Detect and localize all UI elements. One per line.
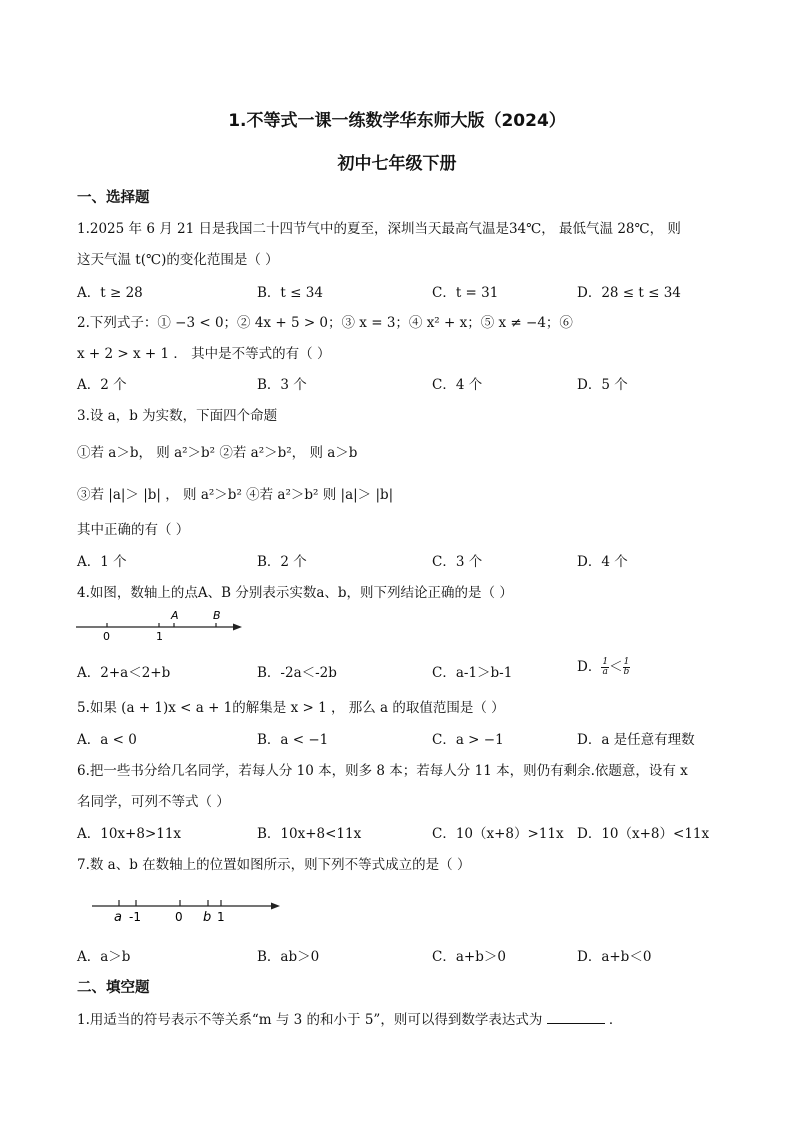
q4-option-d-rel: ＜ <box>609 659 623 675</box>
q6-option-c: C．10（x+8）>11x <box>432 826 564 842</box>
q6-option-a: A．10x+8>11x <box>77 826 182 842</box>
q5-option-b: B．a < −1 <box>257 732 329 748</box>
q3-option-a: A．1 个 <box>77 554 127 570</box>
q6-option-b: B．10x+8<11x <box>257 826 362 842</box>
fill1-line <box>77 1008 622 1028</box>
q3-line3: ③若 |a|＞ |b| ， 则 a²＞b² ④若 a²＞b² 则 |a|＞ |b| <box>77 487 394 503</box>
fill1-answer-blank[interactable] <box>547 1011 605 1024</box>
q3-option-b: B．2 个 <box>257 554 307 570</box>
q4-option-b: B．-2a＜-2b <box>257 665 337 681</box>
q4-option-c: C．a-1＞b-1 <box>432 665 513 681</box>
q3-line2: ①若 a＞b， 则 a²＞b² ②若 a²＞b²， 则 a＞b <box>77 445 358 461</box>
q6-line2: 名同学，可列不等式（ ） <box>77 794 230 810</box>
q4-option-d-label: D． <box>577 659 602 675</box>
q5-option-c: C．a > −1 <box>432 732 504 748</box>
q1-option-c: C．t = 31 <box>432 285 499 301</box>
q5-option-a: A．a < 0 <box>77 732 137 748</box>
q4-frac-1b: $\frac{1}{b}$ <box>623 657 630 677</box>
q3-line1: 3.设 a，b 为实数，下面四个命题 <box>77 408 278 424</box>
q4-frac-1a: $\frac{1}{a}$ <box>602 657 609 677</box>
q7-option-b: B．ab＞0 <box>257 949 320 965</box>
q4-line1: 4.如图，数轴上的点A、B 分别表示实数a、b，则下列结论正确的是（ ） <box>77 585 513 601</box>
q7-label-b: b <box>203 910 212 924</box>
q1-option-d: D．28 ≤ t ≤ 34 <box>577 285 681 301</box>
q7-option-c: C．a+b＞0 <box>432 949 506 965</box>
q1-option-a: A．t ≥ 28 <box>77 285 143 301</box>
q1-line1: 1.2025 年 6 月 21 日是我国二十四节气中的夏至，深圳当天最高气温是34℃， 最低气温 28℃， 则 <box>77 221 681 237</box>
q7-option-a: A．a＞b <box>77 949 131 965</box>
q4-label-b: B <box>213 609 221 622</box>
q6-option-d: D．10（x+8）<11x <box>577 826 710 842</box>
q2-option-d: D．5 个 <box>577 377 628 393</box>
q7-label-0: 0 <box>175 910 183 924</box>
q4-option-d <box>577 655 630 677</box>
q5-line1: 5.如果 (a + 1)x < a + 1的解集是 x > 1 ， 那么 a 的取值范围是（ ） <box>77 700 505 716</box>
q4-label-1: 1 <box>156 630 163 643</box>
q4-label-a: A <box>171 609 179 622</box>
q1-line2: 这天气温 t(℃)的变化范围是（ ） <box>77 252 279 268</box>
q4-label-0: 0 <box>103 630 110 643</box>
section-fill-in: 二、填空题 <box>77 980 150 996</box>
title-line2: 初中七年级下册 <box>337 154 457 174</box>
q7-number-line <box>88 890 288 924</box>
q2-line2: x + 2 > x + 1 ． 其中是不等式的有（ ） <box>77 346 331 362</box>
q1-option-b: B．t ≤ 34 <box>257 285 323 301</box>
q7-axis-arrow-icon <box>271 903 280 910</box>
q4-option-a: A．2+a＜2+b <box>77 665 171 681</box>
q5-option-d: D．a 是任意有理数 <box>577 732 695 748</box>
q4-number-line <box>70 604 250 644</box>
q3-option-c: C．3 个 <box>432 554 483 570</box>
fill1-text: 1.用适当的符号表示不等关系“m 与 3 的和小于 5”，则可以得到数学表达式为 <box>77 1012 543 1028</box>
q7-option-d: D．a+b＜0 <box>577 949 652 965</box>
q2-option-b: B．3 个 <box>257 377 307 393</box>
q7-label-minus1: -1 <box>129 910 141 924</box>
fill1-end: ． <box>608 1012 623 1028</box>
q7-label-a: a <box>114 910 122 924</box>
q3-option-d: D．4 个 <box>577 554 628 570</box>
title-line1: 1.不等式一课一练数学华东师大版（2024） <box>228 111 566 131</box>
q3-line4: 其中正确的有（ ） <box>77 522 190 538</box>
section-multiple-choice: 一、选择题 <box>77 190 150 206</box>
q2-option-a: A．2 个 <box>77 377 127 393</box>
q6-line1: 6.把一些书分给几名同学，若每人分 10 本，则多 8 本；若每人分 11 本，则仍有剩余.依题意，设有 x <box>77 763 688 779</box>
q4-axis-arrow-icon <box>233 624 242 631</box>
q7-label-1: 1 <box>217 910 225 924</box>
q2-option-c: C．4 个 <box>432 377 483 393</box>
q2-line1: 2.下列式子：① −3 < 0；② 4x + 5 > 0；③ x = 3；④ x² + x；⑤ x ≠ −4；⑥ <box>77 315 573 331</box>
q7-line1: 7.数 a、b 在数轴上的位置如图所示，则下列不等式成立的是（ ） <box>77 857 471 873</box>
